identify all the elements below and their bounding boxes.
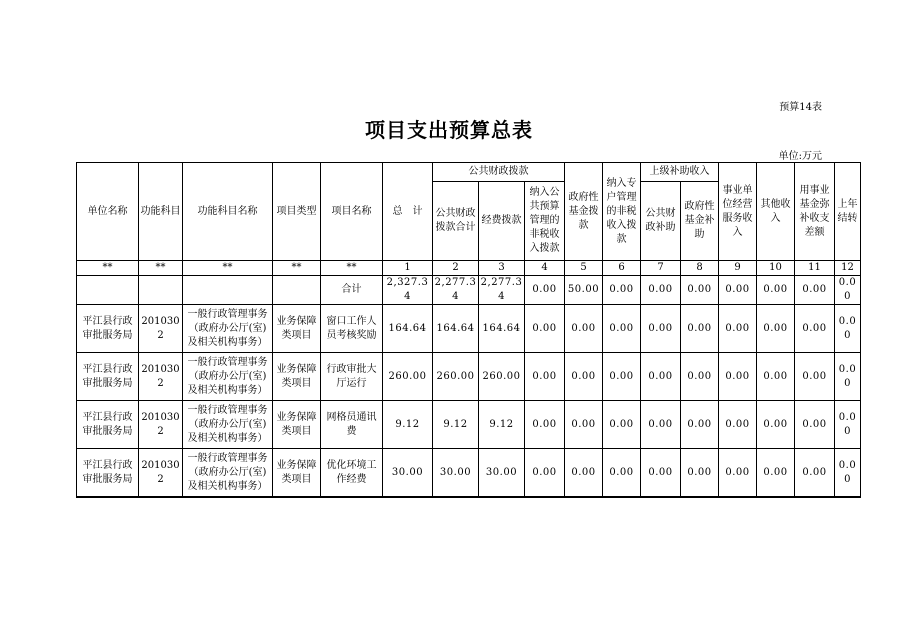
- row-unit: 平江县行政审批服务局: [77, 401, 139, 449]
- row-value: 0.00: [641, 449, 681, 498]
- index-cell: **: [183, 261, 273, 276]
- index-cell: 12: [835, 261, 861, 276]
- index-cell: 10: [757, 261, 795, 276]
- col-header-total: 总 计: [383, 163, 433, 261]
- row-value: 0.00: [757, 305, 795, 353]
- table-row: [77, 449, 861, 498]
- row-func-name: 一般行政管理事务（政府办公厅(室)及相关机构事务）: [183, 449, 273, 498]
- row-value: 0.00: [565, 305, 603, 353]
- row-value: 9.12: [479, 401, 525, 449]
- row-value: 0.00: [835, 449, 861, 498]
- row-value: 0.00: [795, 401, 835, 449]
- row-value: 0.00: [795, 353, 835, 401]
- row-name: 窗口工作人员考核奖励: [321, 305, 383, 353]
- col-header-unit: 单位名称: [77, 163, 139, 261]
- row-value: 0.00: [565, 353, 603, 401]
- row-value: 0.00: [565, 449, 603, 498]
- row-value: 0.00: [525, 449, 565, 498]
- total-value: 0.00: [681, 276, 719, 305]
- total-value: 2,277.34: [433, 276, 479, 305]
- index-cell: 11: [795, 261, 835, 276]
- row-value: 0.00: [719, 353, 757, 401]
- col-header-special-account: 纳入专户管理的非税收入拨款: [603, 163, 641, 261]
- row-name: 网格员通讯费: [321, 401, 383, 449]
- col-header-gov-fund: 政府性基金拨款: [565, 163, 603, 261]
- row-code: 2010302: [139, 401, 183, 449]
- row-value: 0.00: [757, 401, 795, 449]
- row-value: 0.00: [719, 449, 757, 498]
- row-value: 260.00: [433, 353, 479, 401]
- total-value: 0.00: [835, 276, 861, 305]
- budget-table: [76, 162, 861, 498]
- row-unit: 平江县行政审批服务局: [77, 305, 139, 353]
- row-value: 0.00: [641, 401, 681, 449]
- row-type: 业务保障类项目: [273, 401, 321, 449]
- row-unit: 平江县行政审批服务局: [77, 449, 139, 498]
- total-value: 0.00: [641, 276, 681, 305]
- row-value: 0.00: [525, 401, 565, 449]
- unit-label: 单位:万元: [778, 151, 822, 162]
- row-value: 0.00: [719, 305, 757, 353]
- row-type: 业务保障类项目: [273, 449, 321, 498]
- table-row: [77, 353, 861, 401]
- index-row: [77, 261, 861, 276]
- col-header-public-group: 公共财政拨款: [433, 163, 565, 182]
- row-value: 260.00: [383, 353, 433, 401]
- total-value: 0.00: [525, 276, 565, 305]
- col-header-proj-name: 项目名称: [321, 163, 383, 261]
- col-header-carryover: 上年结转: [835, 163, 861, 261]
- row-value: 9.12: [383, 401, 433, 449]
- row-value: 0.00: [681, 401, 719, 449]
- index-cell: 8: [681, 261, 719, 276]
- index-cell: **: [273, 261, 321, 276]
- row-unit: 平江县行政审批服务局: [77, 353, 139, 401]
- total-value: 2,277.34: [479, 276, 525, 305]
- total-value: 2,327.34: [383, 276, 433, 305]
- form-number: 预算14表: [779, 102, 822, 113]
- row-value: 0.00: [835, 401, 861, 449]
- row-value: 260.00: [479, 353, 525, 401]
- col-header-public-total: 公共财政拨款合计: [433, 182, 479, 261]
- row-value: 0.00: [641, 353, 681, 401]
- page-title: 项目支出预算总表: [365, 118, 533, 142]
- index-cell: **: [77, 261, 139, 276]
- row-value: 30.00: [433, 449, 479, 498]
- col-header-proj-type: 项目类型: [273, 163, 321, 261]
- row-value: 0.00: [641, 305, 681, 353]
- row-func-name: 一般行政管理事务（政府办公厅(室)及相关机构事务）: [183, 353, 273, 401]
- index-cell: 5: [565, 261, 603, 276]
- row-value: 0.00: [565, 401, 603, 449]
- col-header-business: 事业单位经营服务收入: [719, 163, 757, 261]
- row-value: 0.00: [603, 449, 641, 498]
- row-value: 0.00: [757, 449, 795, 498]
- index-cell: **: [321, 261, 383, 276]
- total-label: 合计: [321, 276, 383, 305]
- row-value: 0.00: [603, 401, 641, 449]
- row-type: 业务保障类项目: [273, 305, 321, 353]
- row-value: 0.00: [757, 353, 795, 401]
- total-value: 0.00: [757, 276, 795, 305]
- col-header-upper-group: 上级补助收入: [641, 163, 719, 182]
- row-value: 0.00: [525, 353, 565, 401]
- row-value: 30.00: [479, 449, 525, 498]
- total-value: 0.00: [795, 276, 835, 305]
- row-value: 0.00: [835, 353, 861, 401]
- row-value: 0.00: [681, 305, 719, 353]
- table-row: [77, 401, 861, 449]
- row-value: 0.00: [603, 305, 641, 353]
- row-value: 30.00: [383, 449, 433, 498]
- row-func-name: 一般行政管理事务（政府办公厅(室)及相关机构事务）: [183, 401, 273, 449]
- index-cell: 7: [641, 261, 681, 276]
- col-header-reserve: 用事业基金弥补收支差额: [795, 163, 835, 261]
- row-value: 0.00: [795, 305, 835, 353]
- col-header-expense: 经费拨款: [479, 182, 525, 261]
- row-value: 0.00: [719, 401, 757, 449]
- index-cell: 9: [719, 261, 757, 276]
- col-header-func-code: 功能科目: [139, 163, 183, 261]
- row-value: 9.12: [433, 401, 479, 449]
- index-cell: 3: [479, 261, 525, 276]
- row-code: 2010302: [139, 353, 183, 401]
- index-cell: **: [139, 261, 183, 276]
- index-cell: 1: [383, 261, 433, 276]
- col-header-other: 其他收入: [757, 163, 795, 261]
- col-header-nontax: 纳入公共预算管理的非税收入拨款: [525, 182, 565, 261]
- row-value: 164.64: [383, 305, 433, 353]
- index-cell: 6: [603, 261, 641, 276]
- total-value: 50.00: [565, 276, 603, 305]
- row-name: 行政审批大厅运行: [321, 353, 383, 401]
- row-value: 0.00: [681, 449, 719, 498]
- total-row: [77, 276, 861, 305]
- row-value: 0.00: [795, 449, 835, 498]
- col-header-upper-public: 公共财政补助: [641, 182, 681, 261]
- col-header-func-name: 功能科目名称: [183, 163, 273, 261]
- row-value: 164.64: [479, 305, 525, 353]
- row-value: 0.00: [681, 353, 719, 401]
- row-value: 0.00: [603, 353, 641, 401]
- col-header-upper-fund: 政府性基金补助: [681, 182, 719, 261]
- index-cell: 2: [433, 261, 479, 276]
- total-value: 0.00: [719, 276, 757, 305]
- row-code: 2010302: [139, 449, 183, 498]
- total-value: 0.00: [603, 276, 641, 305]
- row-value: 0.00: [525, 305, 565, 353]
- row-func-name: 一般行政管理事务（政府办公厅(室)及相关机构事务）: [183, 305, 273, 353]
- row-type: 业务保障类项目: [273, 353, 321, 401]
- row-value: 0.00: [835, 305, 861, 353]
- row-value: 164.64: [433, 305, 479, 353]
- row-code: 2010302: [139, 305, 183, 353]
- table-row: [77, 305, 861, 353]
- row-name: 优化环境工作经费: [321, 449, 383, 498]
- index-cell: 4: [525, 261, 565, 276]
